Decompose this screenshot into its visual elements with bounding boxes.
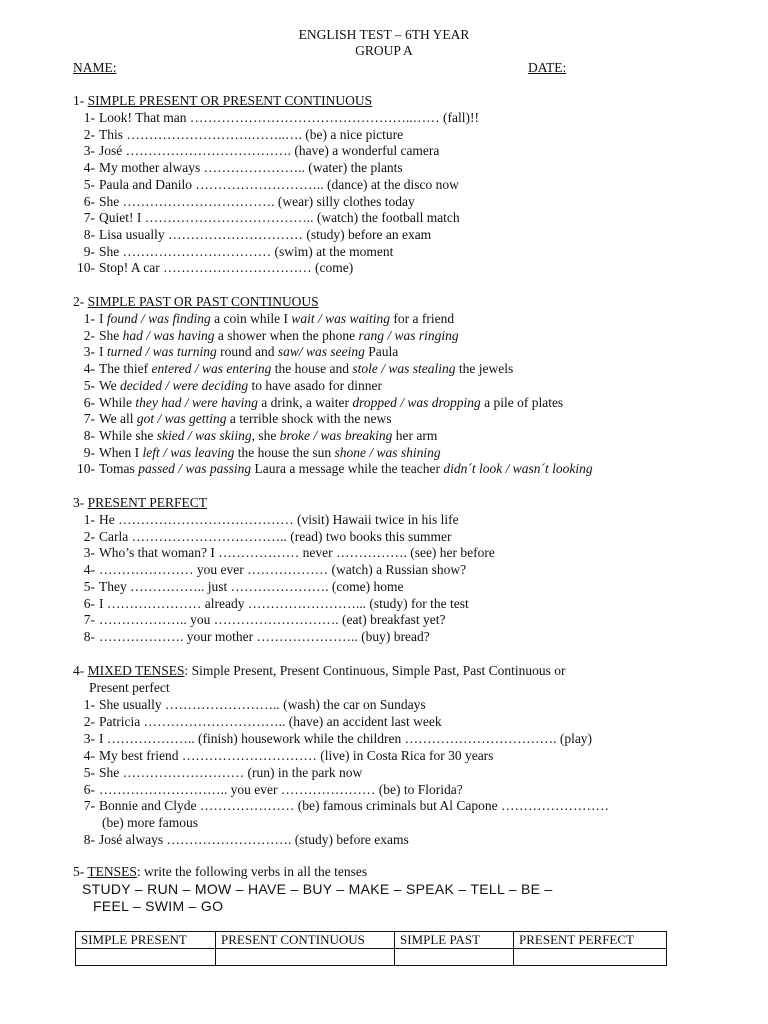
item-text-part: While <box>99 394 136 410</box>
item-number: 8- <box>83 427 95 443</box>
verbs-list-line-1: STUDY – RUN – MOW – HAVE – BUY – MAKE – SPEAK – TELL – BE – <box>82 881 553 897</box>
item-text-part: We <box>99 377 121 393</box>
list-item <box>73 344 398 360</box>
list-item <box>73 579 403 595</box>
verb-choice[interactable]: saw/ was seeing <box>277 344 365 360</box>
item-number: 7- <box>83 210 95 226</box>
verb-choice[interactable]: stole / was stealing <box>352 361 456 377</box>
verb-choice[interactable]: turned / was turning <box>106 344 217 360</box>
item-text <box>99 344 398 359</box>
item-text: Lisa usually ………………………… (study) before an exam <box>99 226 432 242</box>
item-text: ………………… you ever ……………… (watch) a Russian show? <box>99 562 467 578</box>
item-number: 10- <box>77 461 95 477</box>
section-5-heading <box>73 864 367 880</box>
verb-choice[interactable]: found / was finding <box>106 311 211 326</box>
item-text-part: I <box>99 344 107 360</box>
list-item <box>73 529 451 545</box>
list-item <box>73 697 426 713</box>
list-item <box>73 194 415 210</box>
list-item <box>73 244 393 260</box>
list-item <box>73 748 493 764</box>
section-title: PRESENT PERFECT <box>87 495 208 510</box>
list-item <box>73 545 495 561</box>
verb-choice[interactable]: entered / was entering <box>151 361 272 377</box>
test-title: ENGLISH TEST – 6TH YEAR <box>298 27 470 42</box>
section-title: TENSES <box>87 864 137 879</box>
table-header-cell: PRESENT CONTINUOUS <box>216 932 395 949</box>
item-text: My best friend ………………………… (live) in Costa Rica for 30 years <box>99 747 494 763</box>
verb-choice[interactable]: rang / was ringing <box>358 327 459 343</box>
date-label-text: DATE: <box>528 60 567 75</box>
verb-choice[interactable]: shone / was shining <box>334 444 441 460</box>
item-text: She usually …………………….. (wash) the car on Sundays <box>99 697 426 712</box>
section-number: 5- <box>73 864 85 879</box>
group-label: GROUP A <box>355 43 413 58</box>
item-text <box>99 461 593 476</box>
list-item <box>73 260 353 276</box>
list-item <box>73 143 439 159</box>
list-item <box>73 731 592 747</box>
list-item <box>73 110 479 126</box>
list-item <box>73 629 430 645</box>
item-text: She ……………………… (run) in the park now <box>99 764 363 780</box>
item-text: José always ………………………. (study) before exams <box>99 832 409 848</box>
item-number: 3- <box>83 730 95 746</box>
item-number: 4- <box>83 361 95 377</box>
item-text: ……………….. you ………………………. (eat) breakfast yet? <box>99 612 446 628</box>
list-item <box>76 815 198 831</box>
list-item <box>73 512 459 528</box>
item-text: ………………. your mother ………………….. (buy) bread? <box>99 628 430 644</box>
item-number: 1- <box>83 311 95 326</box>
item-text-part: Paula <box>364 344 399 360</box>
item-number: 6- <box>83 595 95 611</box>
item-text: I ……………….. (finish) housework while the children ……………………………. (play) <box>99 730 593 746</box>
item-number: 2- <box>83 126 95 142</box>
item-text-part: a drink, a waiter <box>257 394 353 410</box>
section-4-heading <box>73 663 566 679</box>
item-text-part: When I <box>99 444 143 460</box>
item-text: Paula and Danilo ……………………….. (dance) at the disco now <box>99 176 459 192</box>
answer-cell[interactable] <box>76 949 216 966</box>
list-item <box>73 428 437 444</box>
item-text <box>99 311 454 326</box>
item-text-part: a pile of plates <box>480 394 564 410</box>
item-text: He ………………………………… (visit) Hawaii twice in his life <box>99 512 459 527</box>
item-text-part: I <box>99 311 107 326</box>
list-item <box>73 782 463 798</box>
item-text: Stop! A car …………………………… (come) <box>99 260 354 276</box>
item-text: I ………………… already ……………………... (study) for the test <box>99 595 469 611</box>
item-text-part: her arm <box>392 427 438 443</box>
item-number: 8- <box>83 628 95 644</box>
verb-choice[interactable]: got / was getting <box>136 411 227 427</box>
list-item <box>73 127 403 143</box>
item-text-part: a shower when the phone <box>214 327 359 343</box>
list-item <box>73 411 392 427</box>
name-label-text: NAME: <box>73 60 117 75</box>
item-text-part: the jewels <box>455 361 514 377</box>
item-text: She …………………………… (swim) at the moment <box>99 243 394 259</box>
section-title: SIMPLE PAST OR PAST CONTINUOUS <box>87 294 319 309</box>
item-text: Who’s that woman? I ……………… never ……………. (see) her before <box>99 545 495 561</box>
item-number: 4- <box>83 160 95 176</box>
item-number: 5- <box>83 764 95 780</box>
list-item <box>73 714 442 730</box>
list-item <box>73 596 469 612</box>
table-header-cell: SIMPLE PAST <box>395 932 514 949</box>
item-text-part: We all <box>99 411 137 427</box>
item-text: (be) more famous <box>102 815 198 831</box>
item-text-part: the house and <box>271 361 353 377</box>
list-item <box>73 765 362 781</box>
item-number: 1- <box>83 512 95 527</box>
item-number: 2- <box>83 528 95 544</box>
list-item <box>73 798 609 814</box>
item-text <box>99 328 459 343</box>
item-text <box>99 428 437 443</box>
item-number: 4- <box>83 747 95 763</box>
item-number: 7- <box>83 411 95 427</box>
verb-choice[interactable]: left / was leaving <box>142 444 235 460</box>
answer-cell[interactable] <box>216 949 395 966</box>
list-item <box>73 160 403 176</box>
item-text-part: Tomas <box>99 461 139 477</box>
item-number: 4- <box>83 562 95 578</box>
section-title: SIMPLE PRESENT OR PRESENT CONTINUOUS <box>87 93 373 108</box>
item-text: ……………………….. you ever ………………… (be) to Florida? <box>99 781 463 797</box>
item-text-part: Laura a message while the teacher <box>251 461 444 477</box>
list-item <box>73 395 563 411</box>
item-text: Patricia ………………………….. (have) an accident last week <box>99 713 442 729</box>
verb-choice[interactable]: dropped / was dropping <box>352 394 481 410</box>
item-text-part: She <box>99 327 123 343</box>
section-4-subtitle-continued: Present perfect <box>89 680 170 695</box>
list-item <box>73 210 460 226</box>
list-item <box>73 461 593 477</box>
item-text-part: a coin while I <box>210 311 292 326</box>
item-number: 7- <box>83 798 95 814</box>
item-number: 5- <box>83 578 95 594</box>
verb-choice[interactable]: they had / were having <box>135 394 258 410</box>
item-text: Carla …………………………….. (read) two books this summer <box>99 528 452 544</box>
item-text-part: The thief <box>99 361 152 377</box>
section-subtitle: : Simple Present, Present Continuous, Simple Past, Past Continuous or <box>184 663 566 678</box>
item-text: Look! That man …………………………………………..…… (fall)!! <box>99 110 479 125</box>
item-text-part: While she <box>99 427 157 443</box>
item-number: 2- <box>83 327 95 343</box>
section-2-heading <box>73 294 319 310</box>
section-number: 1- <box>73 93 85 108</box>
verbs-list-line-2: FEEL – SWIM – GO <box>93 898 224 914</box>
verb-choice[interactable]: didn´t look / wasn´t looking <box>443 461 593 477</box>
verb-choice[interactable]: broke / was breaking <box>279 427 393 443</box>
item-text <box>99 445 441 460</box>
item-text: She ……………………………. (wear) silly clothes today <box>99 193 415 209</box>
table-row <box>76 949 667 966</box>
answer-cell[interactable] <box>395 949 514 966</box>
item-number: 7- <box>83 612 95 628</box>
tenses-table <box>75 931 667 966</box>
item-text <box>99 395 563 410</box>
answer-cell[interactable] <box>514 949 667 966</box>
list-item <box>73 378 382 394</box>
list-item <box>73 177 459 193</box>
section-3-heading <box>73 495 207 511</box>
item-number: 10- <box>77 260 95 276</box>
list-item <box>73 445 441 461</box>
item-number: 5- <box>83 377 95 393</box>
item-number: 8- <box>83 226 95 242</box>
table-header-row <box>76 932 667 949</box>
item-text: They …………….. just …………………. (come) home <box>99 578 404 594</box>
section-subtitle: : write the following verbs in all the tenses <box>136 864 368 879</box>
item-text <box>99 361 513 376</box>
verb-choice[interactable]: decided / were deciding <box>120 377 249 393</box>
item-text-part: the house the sun <box>234 444 335 460</box>
name-label <box>73 60 117 76</box>
section-number: 2- <box>73 294 85 309</box>
date-label <box>528 60 566 76</box>
item-text: My mother always ………………….. (water) the plants <box>99 160 403 176</box>
item-number: 5- <box>83 176 95 192</box>
item-number: 6- <box>83 781 95 797</box>
item-text-part: to have asado for dinner <box>248 377 382 393</box>
item-text: Bonnie and Clyde ………………… (be) famous criminals but Al Capone …………………… <box>99 798 609 814</box>
item-number: 1- <box>83 110 95 125</box>
item-number: 8- <box>83 832 95 848</box>
verb-choice[interactable]: skied / was skiing <box>156 427 252 443</box>
item-number: 1- <box>83 697 95 712</box>
section-number: 4- <box>73 663 85 678</box>
verb-choice[interactable]: had / was having <box>122 327 215 343</box>
list-item <box>73 361 513 377</box>
item-number: 9- <box>83 444 95 460</box>
item-text: Quiet! I ……………………………….. (watch) the football match <box>99 210 460 226</box>
item-text <box>99 378 382 393</box>
section-number: 3- <box>73 495 85 510</box>
list-item <box>73 562 466 578</box>
item-number: 3- <box>83 545 95 561</box>
verb-choice[interactable]: wait / was waiting <box>291 311 391 326</box>
item-text-part: , she <box>251 427 280 443</box>
item-text: José ………………………………. (have) a wonderful camera <box>99 143 440 159</box>
table-header-cell: PRESENT PERFECT <box>514 932 667 949</box>
list-item <box>73 328 459 344</box>
item-text-part: for a friend <box>390 311 455 326</box>
list-item <box>73 832 409 848</box>
item-number: 6- <box>83 394 95 410</box>
item-text-part: a terrible shock with the news <box>226 411 392 427</box>
item-number: 3- <box>83 344 95 360</box>
item-text: This ……………………….……..…. (be) a nice picture <box>99 126 404 142</box>
list-item <box>73 227 431 243</box>
item-text-part: round and <box>216 344 278 360</box>
table-header-cell: SIMPLE PRESENT <box>76 932 216 949</box>
item-number: 2- <box>83 713 95 729</box>
verb-choice[interactable]: passed / was passing <box>138 461 252 477</box>
item-number: 6- <box>83 193 95 209</box>
list-item <box>73 311 454 327</box>
list-item <box>73 612 445 628</box>
item-number: 3- <box>83 143 95 159</box>
section-1-heading <box>73 93 372 109</box>
section-title: MIXED TENSES <box>87 663 185 678</box>
item-number: 9- <box>83 243 95 259</box>
item-text <box>99 411 392 426</box>
